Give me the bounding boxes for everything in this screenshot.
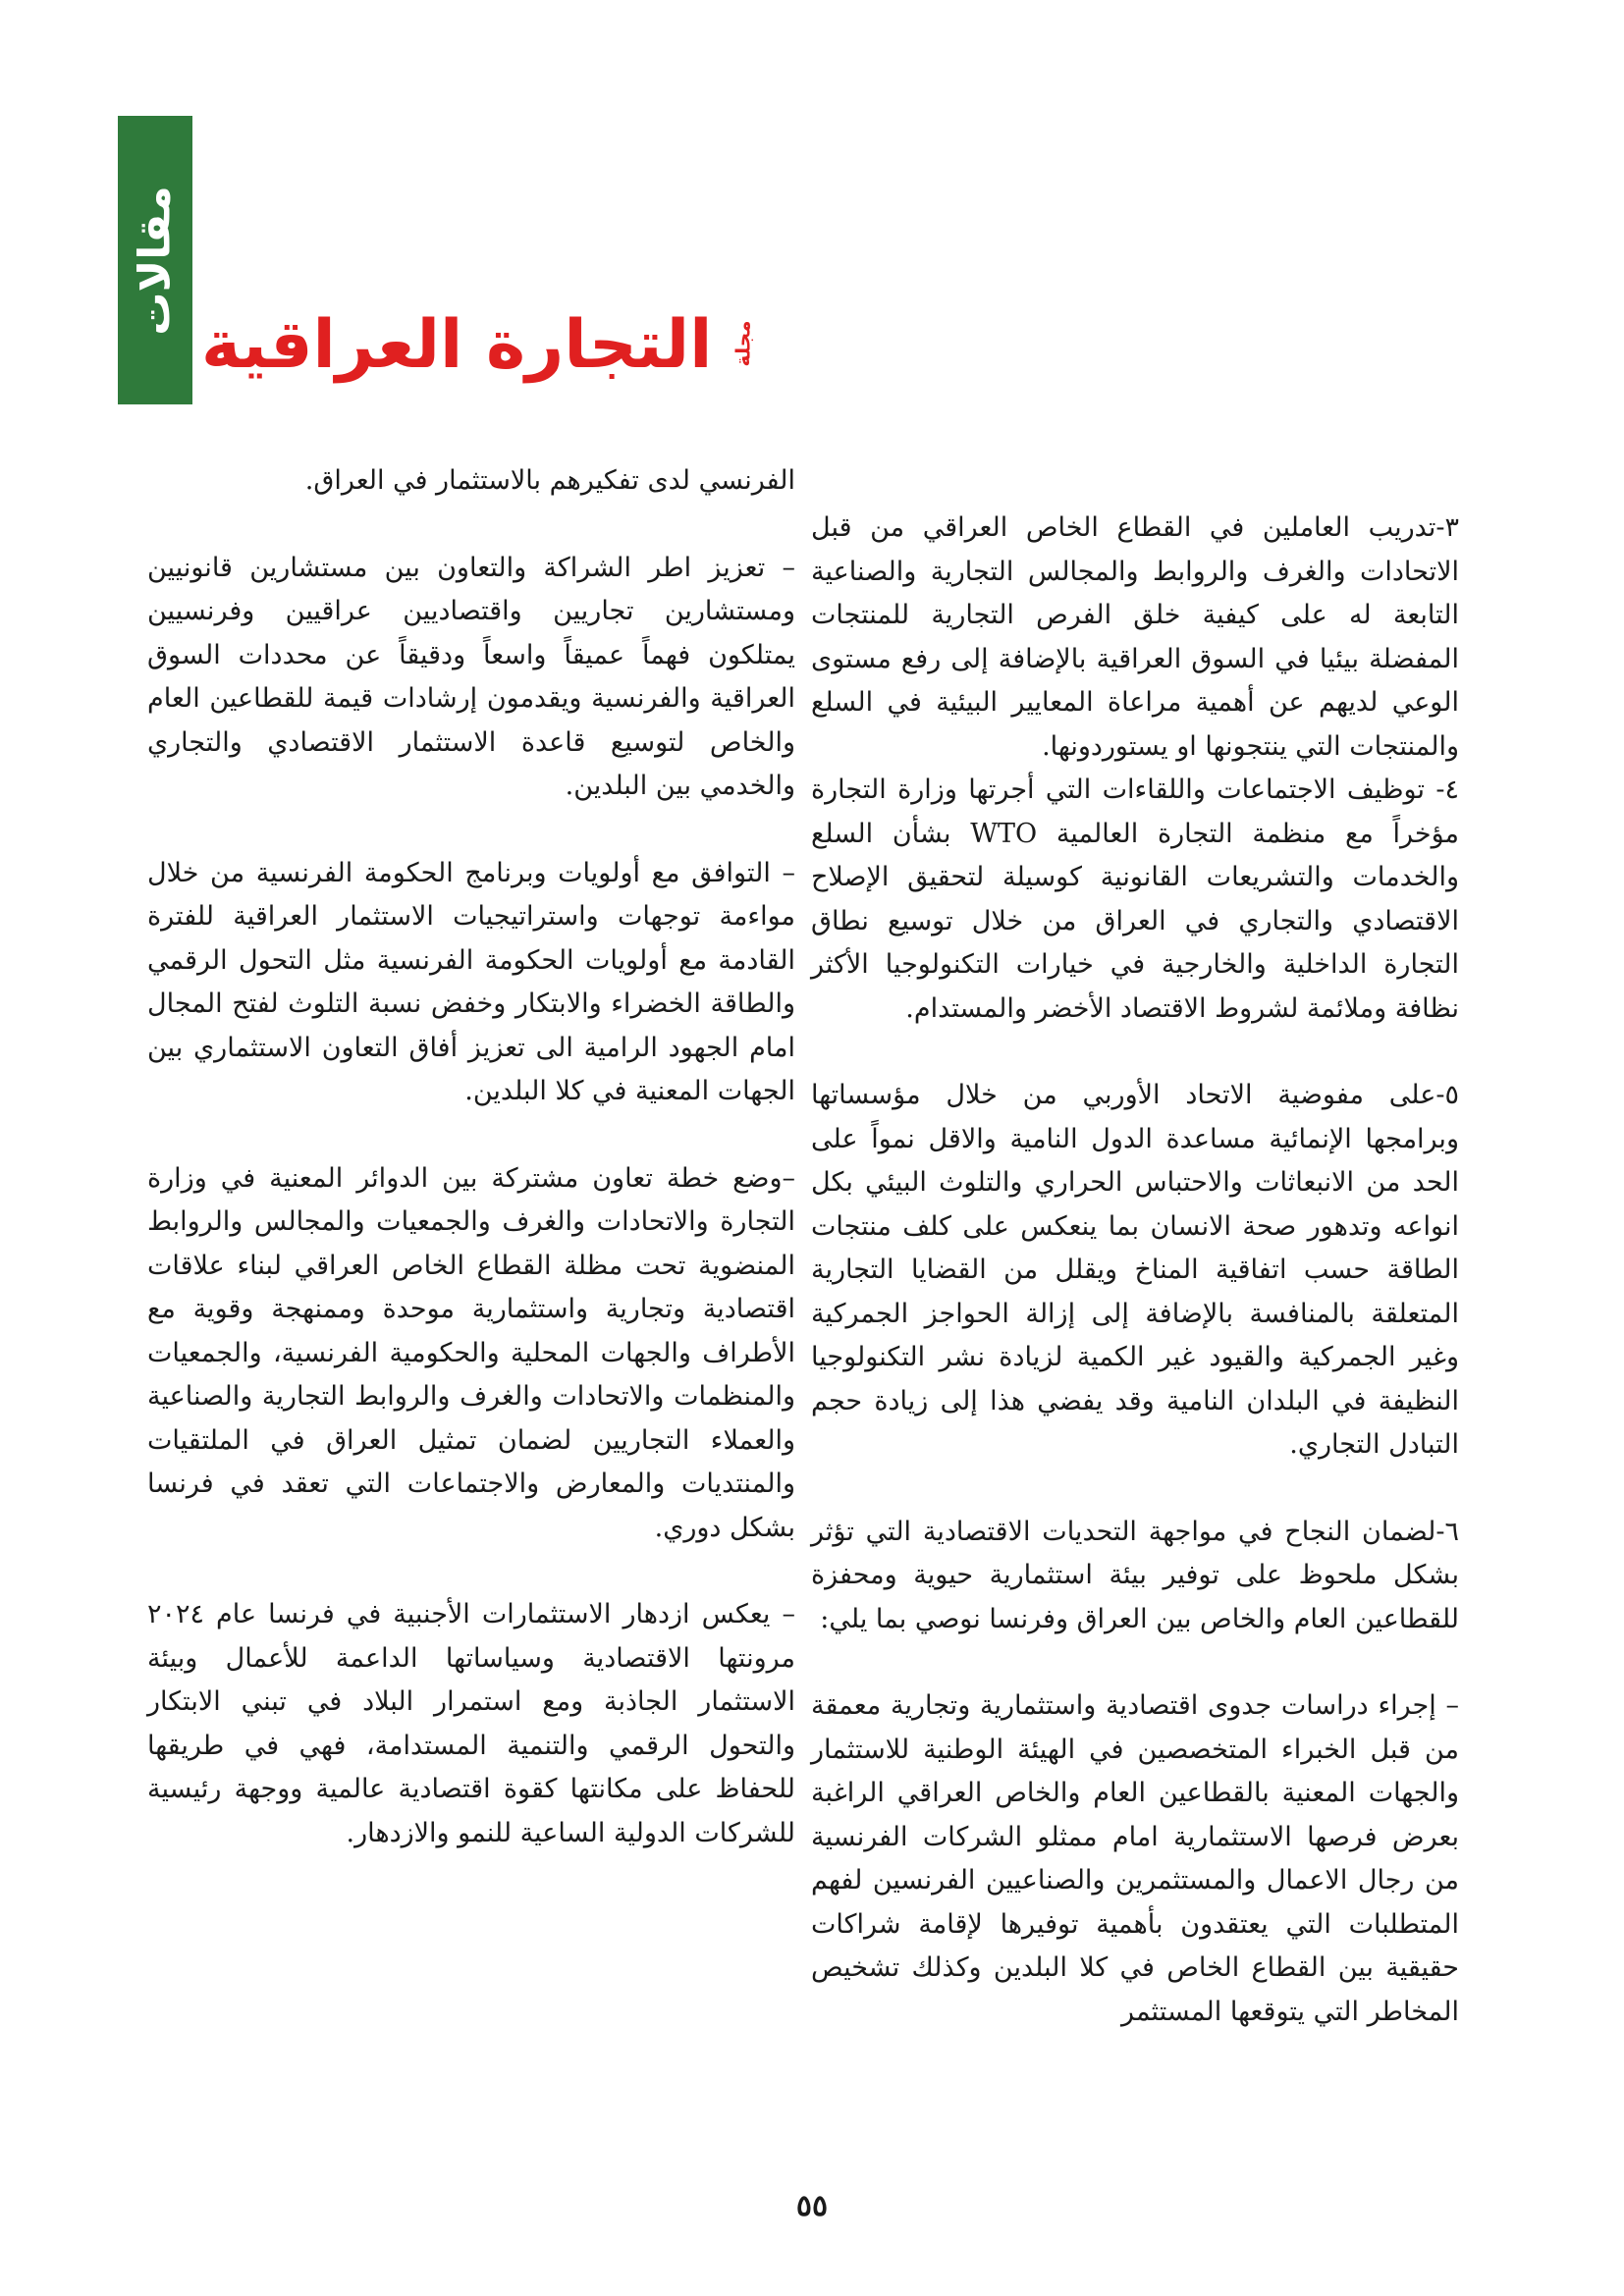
article-paragraph: – تعزيز اطر الشراكة والتعاون بين مستشارين قانونيين ومستشارين تجاريين واقتصاديين عراقيين وفرنسيين يمتلكون فهماً عميقاً واسعاً ودقيقاً عن محددات السوق العراقية والفرنسية ويقدمون إرشادات قيمة للقطاعين العام والخاص لتوسيع قاعدة الاستثمار الاقتصادي والتجاري والخدمي بين البلدين. — [147, 552, 795, 801]
right-column — [811, 507, 1459, 2034]
section-label: مقالات — [130, 185, 181, 336]
article-paragraph: ٥-على مفوضية الاتحاد الأوربي من خلال مؤسساتها وبرامجها الإنمائية مساعدة الدول النامية والاقل نمواً على الحد من الانبعاثات والاحتباس الحراري والتلوث البيئي بكل انواعه وتدهور صحة الانسان بما ينعكس على كلف منتجات الطاقة حسب اتفاقية المناخ ويقلل من القضايا التجارية المتعلقة بالمنافسة بالإضافة إلى إزالة الحواجز الجمركية وغير الجمركية والقيود غير الكمية لزيادة نشر التكنولوجيا النظيفة في البلدان النامية وقد يفضي هذا إلى زيادة حجم التبادل التجاري. — [811, 1080, 1459, 1460]
article-paragraph: ٣-تدريب العاملين في القطاع الخاص العراقي من قبل الاتحادات والغرف والروابط والمجالس التجارية والصناعية التابعة له على كيفية خلق الفرص التجارية للمنتجات المفضلة بيئيا في السوق العراقية بالإضافة إلى رفع مستوى الوعي لديهم عن أهمية مراعاة المعايير البيئية في السلع والمنتجات التي ينتجونها او يستوردونها. — [811, 512, 1459, 762]
magazine-masthead — [201, 306, 767, 384]
magazine-title: التجارة العراقية — [201, 306, 713, 384]
article-paragraph: ٦-لضمان النجاح في مواجهة التحديات الاقتصادية التي تؤثر بشكل ملحوظ على توفير بيئة استثمارية حيوية ومحفزة للقطاعين العام والخاص بين العراق وفرنسا نوصي بما يلي: — [811, 1516, 1459, 1634]
section-band — [118, 116, 192, 404]
left-column — [147, 459, 795, 1855]
article-paragraph: – التوافق مع أولويات وبرنامج الحكومة الفرنسية من خلال مواءمة توجهات واستراتيجيات الاستثمار العراقية للفترة القادمة مع أولويات الحكومة الفرنسية مثل التحول الرقمي والطاقة الخضراء والابتكار وخفض نسبة التلوث لفتح المجال امام الجهود الرامية الى تعزيز أفاق التعاون الاستثماري بين الجهات المعنية في كلا البلدين. — [147, 857, 795, 1106]
article-paragraph: الفرنسي لدى تفكيرهم بالاستثمار في العراق. — [304, 465, 795, 496]
article-paragraph: – إجراء دراسات جدوى اقتصادية واستثمارية وتجارية معمقة من قبل الخبراء المتخصصين في الهيئة الوطنية للاستثمار والجهات المعنية بالقطاعين العام والخاص العراقي الراغبة بعرض فرصها الاستثمارية امام ممثلو الشركات الفرنسية من رجال الاعمال والمستثمرين والصناعيين الفرنسين لفهم المتطلبات التي يعتقدون بأهمية توفيرها لإقامة شراكات حقيقية بين القطاع الخاص في كلا البلدين وكذلك تشخيص المخاطر التي يتوقعها المستثمر — [811, 1690, 1459, 2027]
article-paragraph: – يعكس ازدهار الاستثمارات الأجنبية في فرنسا عام ٢٠٢٤ مرونتها الاقتصادية وسياساتها الداعمة للأعمال وبيئة الاستثمار الجاذبة ومع استمرار البلاد في تبني الابتكار والتحول الرقمي والتنمية المستدامة، فهي في طريقها للحفاظ على مكانتها كقوة اقتصادية عالمية ووجهة رئيسية للشركات الدولية الساعية للنمو والازدهار. — [147, 1599, 795, 1848]
article-paragraph: ٤- توظيف الاجتماعات واللقاءات التي أجرتها وزارة التجارة مؤخراً مع منظمة التجارة العالمية WTO بشأن السلع والخدمات والتشريعات القانونية كوسيلة لتحقيق الإصلاح الاقتصادي والتجاري في العراق من خلال توسيع نطاق التجارة الداخلية والخارجية في خيارات التكنولوجيا الأكثر نظافة وملائمة لشروط الاقتصاد الأخضر والمستدام. — [811, 774, 1459, 1024]
page-number: ٥٥ — [795, 2189, 829, 2223]
magazine-prefix: مجلة — [731, 320, 756, 367]
article-paragraph: –وضع خطة تعاون مشتركة بين الدوائر المعنية في وزارة التجارة والاتحادات والغرف والجمعيات والمجالس والروابط المنضوية تحت مظلة القطاع الخاص العراقي لبناء علاقات اقتصادية وتجارية واستثمارية موحدة وممنهجة وقوية مع الأطراف والجهات المحلية والحكومية الفرنسية، والجمعيات والمنظمات والاتحادات والغرف والروابط التجارية والصناعية والعملاء التجاريين لضمان تمثيل العراق في الملتقيات والمنتديات والمعارض والاجتماعات التي تعقد في فرنسا بشكل دوري. — [147, 1162, 795, 1543]
